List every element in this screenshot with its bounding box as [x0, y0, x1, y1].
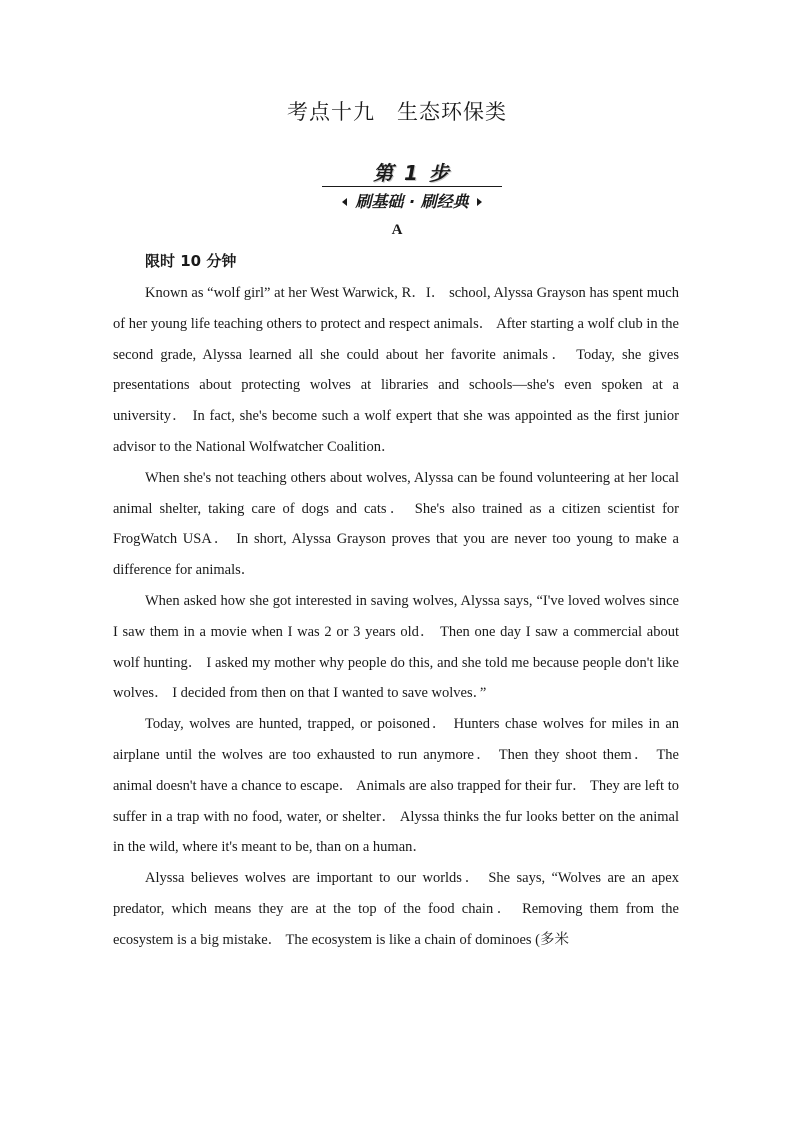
reading-passage	[113, 278, 679, 956]
section-letter: A	[391, 222, 403, 238]
paragraph: When asked how she got interested in saving wolves, Alyssa says, “I've loved wolves since I saw them in a movie when I was 2 or 3 years old． Then one day I saw a commercial about wolf hunting． I asked my mother why people do this, and she told me because people don't like wolves． I decided from then on that I wanted to save wolves．”	[113, 592, 679, 702]
paragraph: When she's not teaching others about wolves, Alyssa can be found volunteering at her local animal shelter, taking care of dogs and cats． She's also trained as a citizen scientist for FrogWatch USA． In short, Alyssa Grayson proves that you are never too young to make a difference for animals．	[113, 469, 679, 579]
step-badge	[322, 160, 502, 214]
step-subtitle: 刷基础 · 刷经典	[355, 192, 469, 211]
step-title: 第 1 步	[373, 161, 451, 185]
page-title: 考点十九 生态环保类	[287, 100, 507, 124]
paragraph: Known as “wolf girl” at her West Warwick, R．I． school, Alyssa Grayson has spent much of her young life teaching others to protect and respect animals． After starting a wolf club in the second grade, Alyssa learned all she could about her favorite animals． Today, she gives presentations about protecting wolves at libraries and schools—she's even spoken at a university． In fact, she's become such a wolf expert that she was appointed as the first junior advisor to the National Wolfwatcher Coalition．	[113, 285, 679, 455]
step-divider	[322, 186, 502, 187]
step-subtitle-row	[322, 190, 502, 214]
right-triangle-icon	[477, 198, 482, 206]
left-triangle-icon	[342, 198, 347, 206]
time-limit: 限时 10 分钟	[145, 252, 237, 270]
paragraph: Alyssa believes wolves are important to our worlds． She says, “Wolves are an apex predator, which means they are at the top of the food chain． Removing them from the ecosystem is a big mistake． The ecosystem is like a chain of dominoes (多米	[113, 870, 679, 948]
paragraph: Today, wolves are hunted, trapped, or poisoned． Hunters chase wolves for miles in an airplane until the wolves are too exhausted to run anymore． Then they shoot them． The animal doesn't have a chance to escape． Animals are also trapped for their fur． They are left to suffer in a trap with no food, water, or shelter． Alyssa thinks the fur looks better on the animal in the wild, where it's meant to be, than on a human．	[113, 716, 679, 856]
